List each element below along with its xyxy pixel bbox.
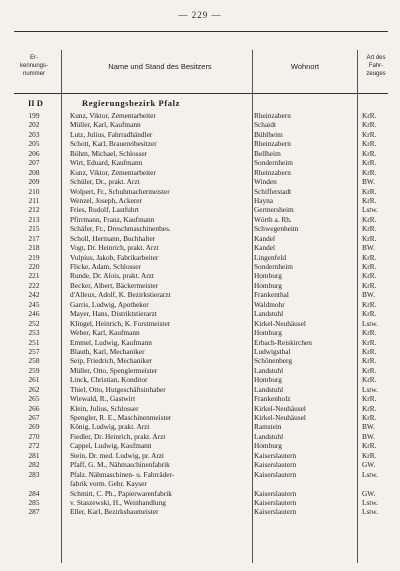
owner-name-line: Mayer, Hans, Distriktstierarzt bbox=[70, 309, 157, 319]
vehicle-type: KrR. bbox=[362, 346, 377, 356]
vehicle-type: KrR. bbox=[362, 120, 377, 130]
table-row bbox=[0, 347, 400, 356]
table-row bbox=[0, 404, 400, 413]
residence: Kaiserslautern bbox=[254, 488, 297, 498]
vehicle-type: GW. bbox=[362, 488, 376, 498]
owner-name-line: Fries, Rudolf, Lastfuhrt bbox=[70, 205, 139, 215]
owner-name bbox=[70, 441, 250, 450]
owner-name bbox=[70, 309, 250, 318]
owner-name-line: v. Staszewski, H., Weinhandlung bbox=[70, 497, 166, 507]
vehicle-type: KrR. bbox=[362, 403, 377, 413]
registration-number: 210 bbox=[28, 186, 40, 196]
table-row bbox=[0, 441, 400, 450]
registration-number: 212 bbox=[28, 205, 40, 215]
residence: Schaidt bbox=[254, 120, 276, 130]
table-row bbox=[0, 309, 400, 318]
registration-number: 211 bbox=[28, 195, 40, 205]
registration-number: 252 bbox=[28, 318, 40, 328]
residence: Sondernheim bbox=[254, 262, 293, 271]
header-col-nummer: Er- kennungs- nummer bbox=[19, 55, 49, 77]
table-row bbox=[0, 300, 400, 309]
header-col-wohnort: Wohnort bbox=[290, 62, 320, 71]
residence: Kaiserslautern bbox=[254, 450, 297, 460]
residence: Kandel bbox=[254, 233, 276, 243]
registration-number: 221 bbox=[28, 271, 40, 281]
owner-name bbox=[70, 356, 250, 365]
vehicle-type: Lstw. bbox=[362, 318, 378, 328]
registration-number: 199 bbox=[28, 111, 40, 120]
owner-name bbox=[70, 111, 250, 120]
table-row bbox=[0, 196, 400, 205]
owner-name bbox=[70, 262, 250, 271]
table-row bbox=[0, 328, 400, 337]
residence: Kandel bbox=[254, 243, 276, 253]
owner-name bbox=[70, 215, 250, 224]
vehicle-type: BW. bbox=[362, 422, 375, 432]
owner-name-line: Weber, Karl, Kaufmann bbox=[70, 328, 140, 338]
table-row bbox=[0, 422, 400, 431]
table-row bbox=[0, 205, 400, 214]
registration-number: 270 bbox=[28, 431, 40, 441]
owner-name-line: Müller, Otto, Spenglermeister bbox=[70, 365, 158, 375]
table-row bbox=[0, 215, 400, 224]
registration-number: 207 bbox=[28, 158, 40, 168]
vehicle-type: KrR. bbox=[362, 394, 377, 404]
owner-name-line: Emmel, Ludwig, Kaufmann bbox=[70, 337, 152, 347]
table-row bbox=[0, 489, 400, 498]
page-number: — 229 — bbox=[178, 10, 222, 20]
owner-name bbox=[70, 168, 250, 177]
registration-number: 217 bbox=[28, 233, 40, 243]
owner-name bbox=[70, 130, 250, 139]
owner-name-line: Schmitt, C. Ph., Papierwarenfabrik bbox=[70, 488, 172, 498]
residence: Kirkel-Neuhäusel bbox=[254, 403, 306, 413]
table-row bbox=[0, 139, 400, 148]
residence: Kirkel-Neuhäusel bbox=[254, 318, 306, 328]
vehicle-type: KrR. bbox=[362, 280, 377, 290]
registration-number: 283 bbox=[28, 469, 40, 479]
owner-name-line: Wolpert, Fr., Schuhmachermeister bbox=[70, 186, 170, 196]
top-rule bbox=[14, 31, 388, 32]
table-row bbox=[0, 281, 400, 290]
vehicle-type: KrR. bbox=[362, 252, 377, 262]
owner-name bbox=[70, 120, 250, 129]
owner-name bbox=[70, 158, 250, 167]
registration-number: 202 bbox=[28, 120, 40, 130]
residence: Germersheim bbox=[254, 205, 294, 215]
registration-number: 262 bbox=[28, 384, 40, 394]
header-col-name: Name und Stand des Besitzers bbox=[108, 62, 212, 71]
vehicle-type: KrR. bbox=[362, 167, 377, 177]
vehicle-type: BW. bbox=[362, 177, 375, 187]
owner-name bbox=[70, 234, 250, 243]
registration-number: 208 bbox=[28, 167, 40, 177]
registration-number: 205 bbox=[28, 139, 40, 149]
table-row bbox=[0, 366, 400, 375]
owner-name bbox=[70, 196, 250, 205]
residence: Schwegenheim bbox=[254, 224, 299, 234]
owner-name-line: Seip, Friedrich, Mechaniker bbox=[70, 356, 152, 366]
owner-name-line: Spengler, R. E., Maschinenmeister bbox=[70, 413, 172, 422]
residence: Frankenthal bbox=[254, 290, 289, 300]
table-row bbox=[0, 168, 400, 177]
registration-number: 269 bbox=[28, 422, 40, 432]
owner-name bbox=[70, 187, 250, 196]
residence: Homburg bbox=[254, 280, 282, 290]
table-row bbox=[0, 460, 400, 469]
owner-name-line: Fiedler, Dr. Heinrich, prakt. Arzt bbox=[70, 431, 166, 441]
vehicle-type: Lstw. bbox=[362, 469, 378, 479]
registration-number: 282 bbox=[28, 460, 40, 470]
registration-number: 209 bbox=[28, 177, 40, 187]
residence: Kaiserslautern bbox=[254, 507, 297, 517]
register-table bbox=[0, 111, 400, 517]
registration-number: 245 bbox=[28, 299, 40, 309]
table-row bbox=[0, 394, 400, 403]
owner-name-line: Pfaff, G. M., Nähmaschinenfabrik bbox=[70, 460, 170, 470]
registration-number: 213 bbox=[28, 214, 40, 224]
registration-number: 272 bbox=[28, 441, 40, 451]
vehicle-type: KrR. bbox=[362, 148, 377, 158]
owner-name-line: Linck, Christian, Konditor bbox=[70, 375, 148, 385]
table-row bbox=[0, 149, 400, 158]
registration-number: 267 bbox=[28, 413, 40, 422]
owner-name bbox=[70, 224, 250, 233]
residence: Homburg bbox=[254, 328, 282, 338]
residence: Bellheim bbox=[254, 148, 281, 158]
residence: Kaiserslautern bbox=[254, 497, 297, 507]
registration-number: 219 bbox=[28, 252, 40, 262]
vehicle-type: Lstw. bbox=[362, 384, 378, 394]
vehicle-type: KrR. bbox=[362, 299, 377, 309]
owner-name bbox=[70, 319, 250, 328]
owner-name bbox=[70, 253, 250, 262]
table-row bbox=[0, 470, 400, 489]
vehicle-type: BW. bbox=[362, 290, 375, 300]
header-col-art: Art des Fahr- zeuges bbox=[366, 55, 386, 77]
registration-number: 281 bbox=[28, 450, 40, 460]
owner-name-line: Lutz, Julius, Fahrradhändler bbox=[70, 129, 153, 139]
registration-number: 259 bbox=[28, 365, 40, 375]
residence: Bühlheim bbox=[254, 129, 283, 139]
residence: Ramstein bbox=[254, 422, 282, 432]
registration-number: 246 bbox=[28, 309, 40, 319]
registration-number: 242 bbox=[28, 290, 40, 300]
owner-name-line: Thiel, Otto, Hutgeschäftsinhaber bbox=[70, 384, 166, 394]
owner-name bbox=[70, 300, 250, 309]
vehicle-type: KrR. bbox=[362, 365, 377, 375]
residence: Schifferstadt bbox=[254, 186, 292, 196]
table-row bbox=[0, 187, 400, 196]
owner-name bbox=[70, 404, 250, 413]
residence: Hayna bbox=[254, 195, 274, 205]
owner-name-line: Garris, Ludwig, Apotheker bbox=[70, 299, 149, 309]
vehicle-type: KrR. bbox=[362, 441, 377, 451]
registration-number: 251 bbox=[28, 337, 40, 347]
owner-name bbox=[70, 281, 250, 290]
owner-name-line: König, Ludwig, prakt. Arzt bbox=[70, 422, 150, 432]
vehicle-type: KrR. bbox=[362, 375, 377, 385]
vehicle-type: KrR. bbox=[362, 139, 377, 149]
vehicle-type: KrR. bbox=[362, 413, 377, 422]
owner-name-line: Schott, Karl, Brauereibesitzer bbox=[70, 139, 157, 149]
vehicle-type: BW. bbox=[362, 431, 375, 441]
owner-name bbox=[70, 139, 250, 148]
registration-number: 265 bbox=[28, 394, 40, 404]
vehicle-type: KrR. bbox=[362, 337, 377, 347]
owner-name bbox=[70, 470, 250, 488]
vehicle-type: KrR. bbox=[362, 262, 377, 271]
owner-name bbox=[70, 489, 250, 498]
residence: Waldmohr bbox=[254, 299, 285, 309]
table-row bbox=[0, 413, 400, 422]
section-heading bbox=[0, 98, 400, 108]
residence: Rheinzabern bbox=[254, 111, 291, 120]
registration-number: 284 bbox=[28, 488, 40, 498]
owner-name-line: Cappel, Ludwig, Kaufmann bbox=[70, 441, 152, 451]
vehicle-type: KrR. bbox=[362, 195, 377, 205]
table-row bbox=[0, 319, 400, 328]
vehicle-type: KrR. bbox=[362, 214, 377, 224]
registration-number: 215 bbox=[28, 224, 40, 234]
owner-name-line: Kunz, Viktor, Zementarbeiter bbox=[70, 111, 156, 120]
header-rule bbox=[14, 93, 388, 94]
vehicle-type: KrR. bbox=[362, 356, 377, 366]
residence: Kaiserslautern bbox=[254, 460, 297, 470]
owner-name-line: Stein, Dr. med. Ludwig, pr. Arzt bbox=[70, 450, 165, 460]
owner-name-line: Pfalz. Nähmaschinen- u. Fahrräder- bbox=[70, 469, 175, 479]
registration-number: 218 bbox=[28, 243, 40, 253]
owner-name-line: Kunz, Viktor, Zementarbeiter bbox=[70, 167, 156, 177]
owner-name-line: Schäfer, Fr., Dreschmaschinenbes. bbox=[70, 224, 171, 234]
owner-name-line: Wiewald, R., Gastwirt bbox=[70, 394, 136, 404]
table-row bbox=[0, 130, 400, 139]
owner-name bbox=[70, 205, 250, 214]
owner-name-line: Klein, Julius, Schlosser bbox=[70, 403, 139, 413]
residence: Kaiserslautern bbox=[254, 469, 297, 479]
owner-name bbox=[70, 432, 250, 441]
registration-number: 287 bbox=[28, 507, 40, 517]
vehicle-type: KrR. bbox=[362, 158, 377, 168]
owner-name-line: Vulpius, Jakob, Fabrikarbeiter bbox=[70, 252, 159, 262]
table-row bbox=[0, 385, 400, 394]
residence: Homburg bbox=[254, 271, 282, 281]
table-row bbox=[0, 111, 400, 120]
table-row bbox=[0, 243, 400, 252]
registration-number: 206 bbox=[28, 148, 40, 158]
registration-number: 258 bbox=[28, 356, 40, 366]
registration-number: 203 bbox=[28, 129, 40, 139]
residence: Landstuhl bbox=[254, 309, 284, 319]
owner-name bbox=[70, 347, 250, 356]
table-row bbox=[0, 234, 400, 243]
owner-name-line: d'Alleux, Adolf, K. Bezirkstierarzt bbox=[70, 290, 171, 300]
vehicle-type: KrR. bbox=[362, 271, 377, 281]
owner-name bbox=[70, 422, 250, 431]
table-row bbox=[0, 177, 400, 186]
residence: Kirkel-Neuhäusel bbox=[254, 413, 306, 422]
residence: Landstuhl bbox=[254, 365, 284, 375]
residence: Frankenholz bbox=[254, 394, 291, 404]
residence: Sondernheim bbox=[254, 158, 293, 168]
table-row bbox=[0, 271, 400, 280]
owner-name-line: Wirt, Eduard, Kaufmann bbox=[70, 158, 143, 168]
vehicle-type: KrR. bbox=[362, 328, 377, 338]
residence: Rheinzabern bbox=[254, 167, 291, 177]
residence: Ludwigsthal bbox=[254, 346, 291, 356]
owner-name bbox=[70, 177, 250, 186]
table-row bbox=[0, 432, 400, 441]
table-row bbox=[0, 224, 400, 233]
owner-name bbox=[70, 413, 250, 422]
table-row bbox=[0, 120, 400, 129]
vehicle-type: KrR. bbox=[362, 233, 377, 243]
registration-number: 257 bbox=[28, 346, 40, 356]
table-row bbox=[0, 338, 400, 347]
owner-name bbox=[70, 366, 250, 375]
residence: Landstuhl bbox=[254, 384, 284, 394]
residence: Wörth a. Rh. bbox=[254, 214, 292, 224]
owner-name bbox=[70, 290, 250, 299]
owner-name bbox=[70, 243, 250, 252]
section-title: Regierungsbezirk Pfalz bbox=[82, 98, 180, 108]
residence: Schönenberg bbox=[254, 356, 292, 366]
vehicle-type: KrR. bbox=[362, 129, 377, 139]
owner-name-line: Flicke, Adam, Schlosser bbox=[70, 262, 141, 271]
table-row bbox=[0, 253, 400, 262]
owner-name-line: Wenzel, Joseph, Ackerer bbox=[70, 195, 142, 205]
owner-name-line: Pfirrmann, Franz, Kaufmann bbox=[70, 214, 155, 224]
owner-name bbox=[70, 507, 250, 516]
vehicle-type: KrR. bbox=[362, 186, 377, 196]
owner-name-line: Vogt, Dr. Heinrich, prakt. Arzt bbox=[70, 243, 159, 253]
vehicle-type: KrR. bbox=[362, 224, 377, 234]
registration-number: 253 bbox=[28, 328, 40, 338]
residence: Rheinzabern bbox=[254, 139, 291, 149]
owner-name bbox=[70, 451, 250, 460]
vehicle-type: KrR. bbox=[362, 111, 377, 120]
table-row bbox=[0, 290, 400, 299]
owner-name-line: Runde, Dr. Alois, prakt. Arzt bbox=[70, 271, 154, 281]
residence: Lingenfeld bbox=[254, 252, 287, 262]
table-row bbox=[0, 158, 400, 167]
owner-name-line: Müller, Karl, Kaufmann bbox=[70, 120, 141, 130]
owner-name-line: fabrik vorm. Gebr. Kayser bbox=[70, 478, 147, 488]
owner-name bbox=[70, 271, 250, 280]
residence: Homburg bbox=[254, 441, 282, 451]
registration-number: 285 bbox=[28, 497, 40, 507]
owner-name-line: Schüler, Dr., prakt. Arzt bbox=[70, 177, 140, 187]
table-row bbox=[0, 507, 400, 516]
owner-name-line: Böhm, Michael, Schlosser bbox=[70, 148, 148, 158]
owner-name bbox=[70, 460, 250, 469]
residence: Erbach-Reiskirchen bbox=[254, 337, 312, 347]
residence: Landstuhl bbox=[254, 431, 284, 441]
owner-name bbox=[70, 394, 250, 403]
owner-name bbox=[70, 385, 250, 394]
vehicle-type: Lstw. bbox=[362, 507, 378, 517]
owner-name-line: Scholl, Hermann, Buchhalter bbox=[70, 233, 156, 243]
section-code: II D bbox=[28, 98, 43, 108]
registration-number: 222 bbox=[28, 280, 40, 290]
owner-name bbox=[70, 328, 250, 337]
table-row bbox=[0, 451, 400, 460]
owner-name bbox=[70, 498, 250, 507]
vehicle-type: Lstw. bbox=[362, 497, 378, 507]
owner-name bbox=[70, 149, 250, 158]
vehicle-type: KrR. bbox=[362, 309, 377, 319]
vehicle-type: GW. bbox=[362, 460, 376, 470]
owner-name-line: Eller, Karl, Bezirksbaumeister bbox=[70, 507, 159, 517]
vehicle-type: KrR. bbox=[362, 450, 377, 460]
residence: Homburg bbox=[254, 375, 282, 385]
registration-number: 266 bbox=[28, 403, 40, 413]
owner-name bbox=[70, 375, 250, 384]
table-row bbox=[0, 356, 400, 365]
owner-name-line: Blauth, Karl, Mechaniker bbox=[70, 346, 145, 356]
table-row bbox=[0, 262, 400, 271]
registration-number: 261 bbox=[28, 375, 40, 385]
owner-name-line: Becker, Albert, Bäckermeister bbox=[70, 280, 159, 290]
owner-name bbox=[70, 338, 250, 347]
vehicle-type: Lstw. bbox=[362, 205, 378, 215]
vehicle-type: BW. bbox=[362, 243, 375, 253]
table-row bbox=[0, 375, 400, 384]
table-row bbox=[0, 498, 400, 507]
registration-number: 220 bbox=[28, 262, 40, 271]
owner-name-line: Klingel, Heinrich, K. Forstmeister bbox=[70, 318, 171, 328]
residence: Winden bbox=[254, 177, 277, 187]
